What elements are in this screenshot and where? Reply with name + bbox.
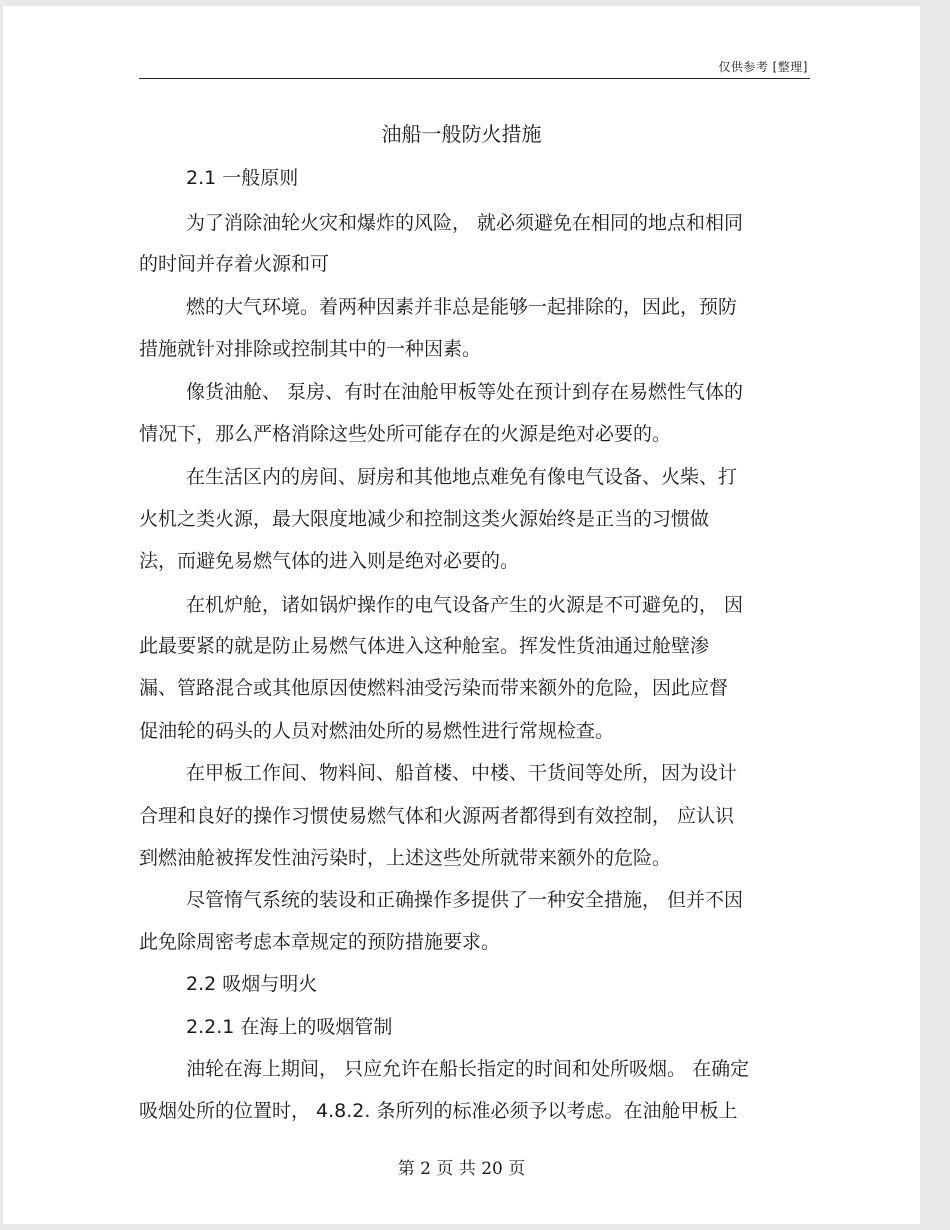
paragraph-line: 的时间并存着火源和可: [139, 253, 330, 275]
document-page: [3, 6, 920, 1224]
paragraph-line: 措施就针对排除或控制其中的一种因素。: [139, 338, 482, 360]
header-rule: [139, 78, 810, 79]
paragraph-line: 尽管惰气系统的装设和正确操作多提供了一种安全措施， 但并不因: [186, 889, 744, 911]
paragraph-line: 促油轮的码头的人员对燃油处所的易燃性进行常规检查。: [139, 720, 615, 742]
paragraph-line: 合理和良好的操作习惯使易燃气体和火源两者都得到有效控制， 应认识: [139, 805, 735, 827]
paragraph-line: 到燃油舱被挥发性油污染时，上述这些处所就带来额外的危险。: [139, 847, 672, 869]
paragraph-line: 在甲板工作间、物料间、船首楼、中楼、干货间等处所，因为设计: [186, 762, 738, 784]
subsection-heading: 2.2.1 在海上的吸烟管制: [186, 1016, 393, 1038]
document-title: 油船一般防火措施: [381, 122, 542, 146]
header-label: 仅供参考 [整理]: [718, 60, 808, 74]
paragraph-line: 燃的大气环境。着两种因素并非总是能够一起排除的，因此，预防: [186, 296, 738, 318]
paragraph-line: 情况下，那么严格消除这些处所可能存在的火源是绝对必要的。: [139, 423, 672, 445]
paragraph-line: 在生活区内的房间、厨房和其他地点难免有像电气设备、火柴、打: [186, 466, 738, 488]
paragraph-line: 法，而避免易燃气体的进入则是绝对必要的。: [139, 550, 520, 572]
paragraph-line: 为了消除油轮火灾和爆炸的风险， 就必须避免在相同的地点和相同: [186, 212, 744, 234]
paragraph-line: 此免除周密考虑本章规定的预防措施要求。: [139, 931, 501, 953]
paragraph-line: 吸烟处所的位置时， 4.8.2. 条所列的标准必须予以考虑。在油舱甲板上: [139, 1100, 738, 1122]
paragraph-line: 油轮在海上期间， 只应允许在船长指定的时间和处所吸烟。 在确定: [186, 1058, 750, 1080]
paragraph-line: 火机之类火源，最大限度地减少和控制这类火源始终是正当的习惯做: [139, 508, 710, 530]
section-heading: 2.2 吸烟与明火: [186, 973, 318, 995]
paragraph-line: 在机炉舱，诸如锅炉操作的电气设备产生的火源是不可避免的， 因: [186, 594, 744, 616]
paragraph-line: 漏、管路混合或其他原因使燃料油受污染而带来额外的危险，因此应督: [139, 677, 729, 699]
paragraph-line: 像货油舱、 泵房、有时在油舱甲板等处在预计到存在易燃性气体的: [186, 381, 744, 403]
paragraph-line: 此最要紧的就是防止易燃气体进入这种舱室。挥发性货油通过舱壁渗: [139, 635, 710, 657]
section-heading: 2.1 一般原则: [186, 167, 299, 189]
page-number-footer: 第 2 页 共 20 页: [397, 1159, 526, 1179]
